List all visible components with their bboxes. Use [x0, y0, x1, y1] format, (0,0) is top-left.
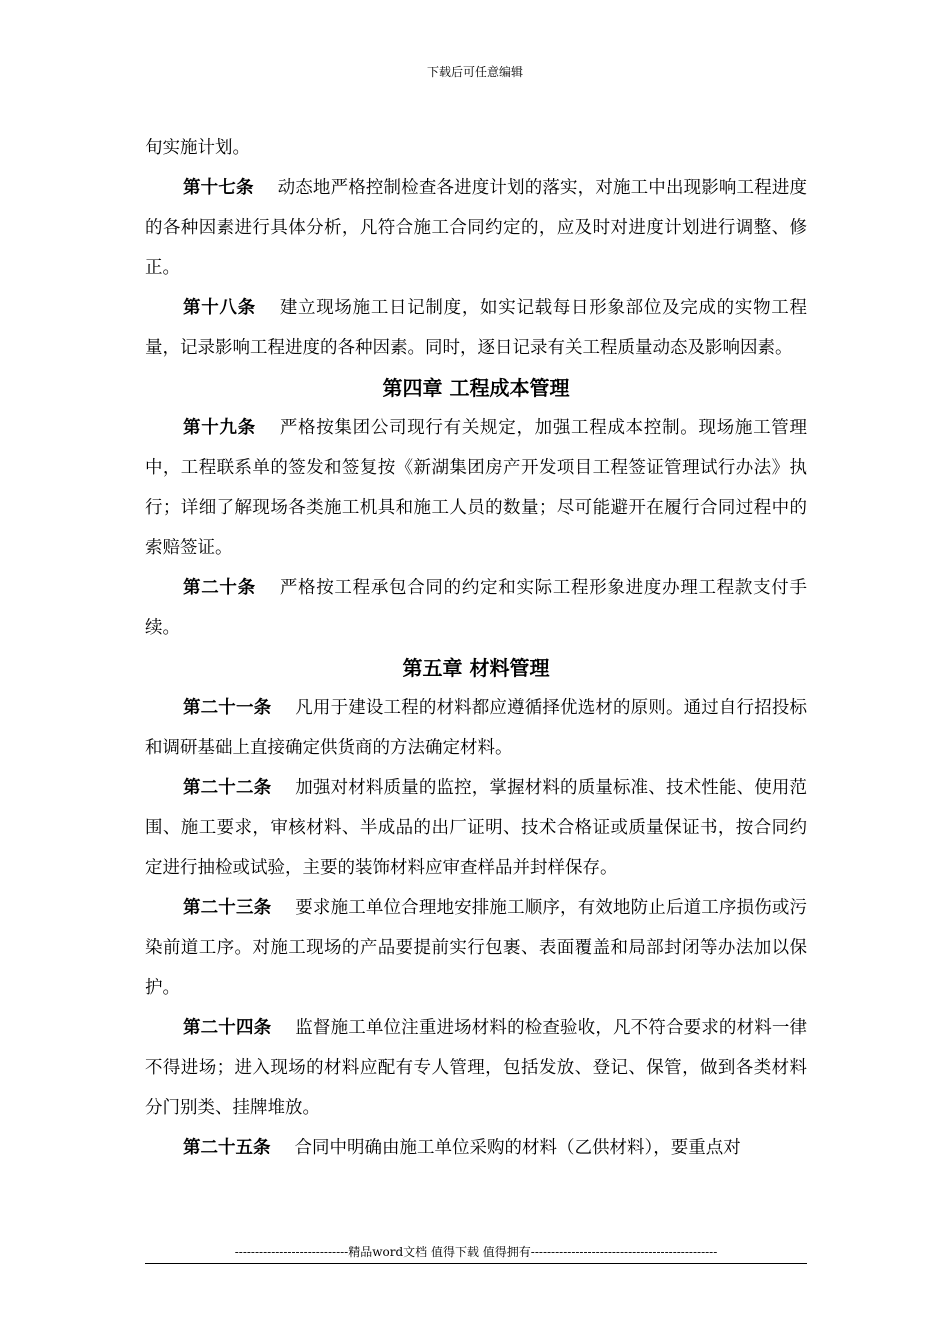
paragraph-continuation: 旬实施计划。 [145, 138, 250, 158]
article-label: 第二十一条 [183, 698, 272, 718]
article-label: 第二十五条 [183, 1138, 271, 1158]
article-text: 要求施工单位合理地安排施工顺序，有效地防止后道工序损伤或污染前道工序。对施工现场的产品要提前实行包裹、表面覆盖和局部封闭等办法加以保护。 [145, 898, 808, 998]
article-label: 第二十条 [183, 578, 256, 598]
article-20 [145, 568, 807, 648]
article-17 [145, 168, 807, 288]
article-24 [145, 1008, 807, 1128]
article-text: 动态地严格控制检查各进度计划的落实，对施工中出现影响工程进度的各种因素进行具体分析，凡符合施工合同约定的，应及时对进度计划进行调整、修正。 [145, 178, 808, 278]
page-header: 下载后可任意编辑 [426, 65, 523, 79]
article-22 [145, 768, 807, 888]
article-18 [145, 288, 807, 368]
article-text: 加强对材料质量的监控，掌握材料的质量标准、技术性能、使用范围、施工要求，审核材料、半成品的出厂证明、技术合格证或质量保证书，按合同约定进行抽检或试验，主要的装饰材料应审查样品并封样保存。 [145, 778, 808, 878]
footer-divider [145, 1263, 807, 1264]
article-25 [145, 1128, 807, 1168]
article-label: 第十七条 [183, 178, 254, 198]
article-label: 第二十三条 [183, 898, 272, 918]
article-label: 第十九条 [183, 418, 256, 438]
article-19 [145, 408, 807, 568]
article-text: 监督施工单位注重进场材料的检查验收，凡不符合要求的材料一律不得进场；进入现场的材料应配有专人管理，包括发放、登记、保管，做到各类材料分门别类、挂牌堆放。 [145, 1018, 808, 1118]
article-text: 合同中明确由施工单位采购的材料（乙供材料），要重点对 [294, 1138, 741, 1158]
chapter-heading-5: 第五章 材料管理 [402, 656, 550, 680]
article-text: 凡用于建设工程的材料都应遵循择优选材的原则。通过自行招投标和调研基础上直接确定供货商的方法确定材料。 [145, 698, 808, 758]
document-body [145, 128, 807, 1168]
article-text: 建立现场施工日记制度，如实记载每日形象部位及完成的实物工程量，记录影响工程进度的各种因素。同时，逐日记录有关工程质量动态及影响因素。 [145, 298, 807, 358]
article-label: 第十八条 [183, 298, 256, 318]
article-text: 严格按集团公司现行有关规定，加强工程成本控制。现场施工管理中，工程联系单的签发和签复按《新湖集团房产开发项目工程签证管理试行办法》执行；详细了解现场各类施工机具和施工人员的数量；尽可能避开在履行合同过程中的索赔签证。 [145, 418, 807, 558]
page-footer: ----------------------------精品word文档 值得下载 值得拥有---------------------------------------------- [234, 1245, 718, 1259]
article-21 [145, 688, 807, 768]
article-23 [145, 888, 807, 1008]
article-label: 第二十二条 [183, 778, 272, 798]
article-text: 严格按工程承包合同的约定和实际工程形象进度办理工程款支付手续。 [145, 578, 807, 638]
article-label: 第二十四条 [183, 1018, 272, 1038]
chapter-heading-4: 第四章 工程成本管理 [382, 376, 570, 400]
